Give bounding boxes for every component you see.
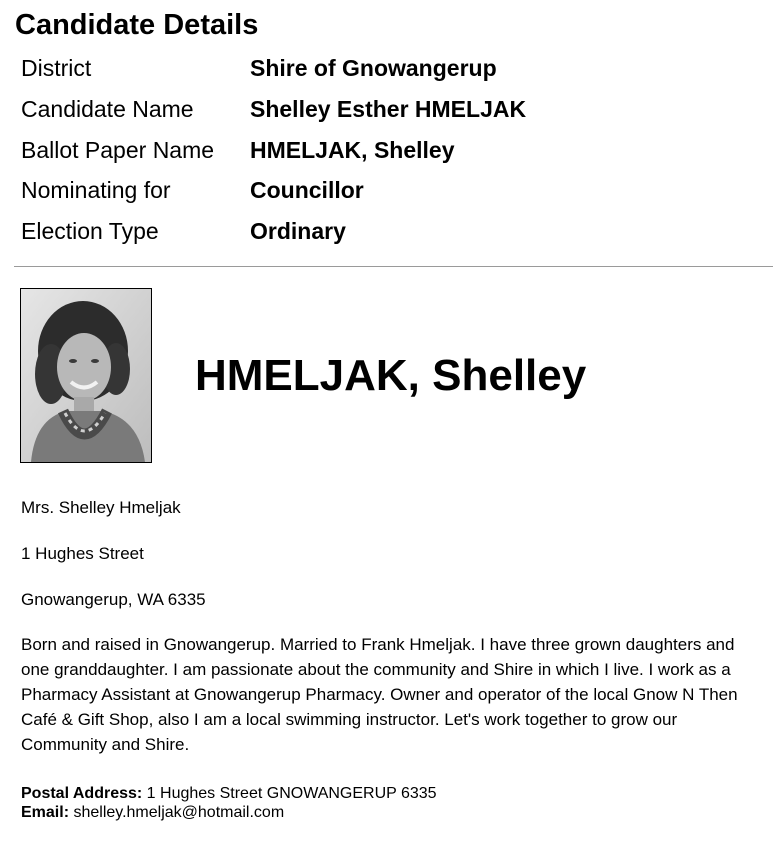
candidate-display-name: HMELJAK, Shelley [195, 351, 587, 400]
postal-address-value: 1 Hughes Street GNOWANGERUP 6335 [146, 785, 437, 802]
candidate-biography: Born and raised in Gnowangerup. Married to Frank Hmeljak. I have three grown daughters and one granddaughter. I am passionate about the community and Shire in which I live. I work as a Pharmacy Assistant at Gnowangerup Pharmacy. Owner and operator of the local Gnow N Then Café & Gift Shop, also I am a local swimming instructor. Let's work together to grow our Community and Shire. [21, 635, 738, 754]
detail-row-district [21, 48, 761, 89]
address-street: 1 Hughes Street [21, 544, 144, 563]
postal-address-label: Postal Address: [21, 785, 143, 802]
email-value[interactable]: shelley.hmeljak@hotmail.com [73, 804, 285, 821]
detail-row-candidate-name [21, 89, 761, 130]
section-divider [14, 266, 773, 267]
detail-row-nominating-for [21, 170, 761, 211]
detail-label: District [21, 55, 92, 81]
candidate-photo [20, 288, 152, 463]
postal-address-row [21, 784, 437, 804]
candidate-full-name: Mrs. Shelley Hmeljak [21, 498, 181, 517]
detail-label: Nominating for [21, 177, 171, 204]
detail-label: Ballot Paper Name [21, 136, 215, 163]
detail-value: Shire of Gnowangerup [250, 55, 497, 81]
detail-value: HMELJAK, Shelley [250, 136, 455, 163]
detail-label: Candidate Name [21, 95, 194, 122]
email-row [21, 803, 284, 823]
detail-row-ballot-paper-name [21, 130, 761, 171]
address-town: Gnowangerup, WA 6335 [21, 590, 206, 609]
email-label: Email: [21, 804, 70, 821]
detail-label: Election Type [21, 218, 159, 245]
detail-value: Ordinary [250, 218, 346, 245]
detail-value: Councillor [250, 177, 364, 204]
detail-row-election-type [21, 211, 761, 252]
candidate-details-table [21, 48, 761, 252]
detail-value: Shelley Esther HMELJAK [250, 95, 527, 122]
page-title: Candidate Details [15, 9, 259, 41]
